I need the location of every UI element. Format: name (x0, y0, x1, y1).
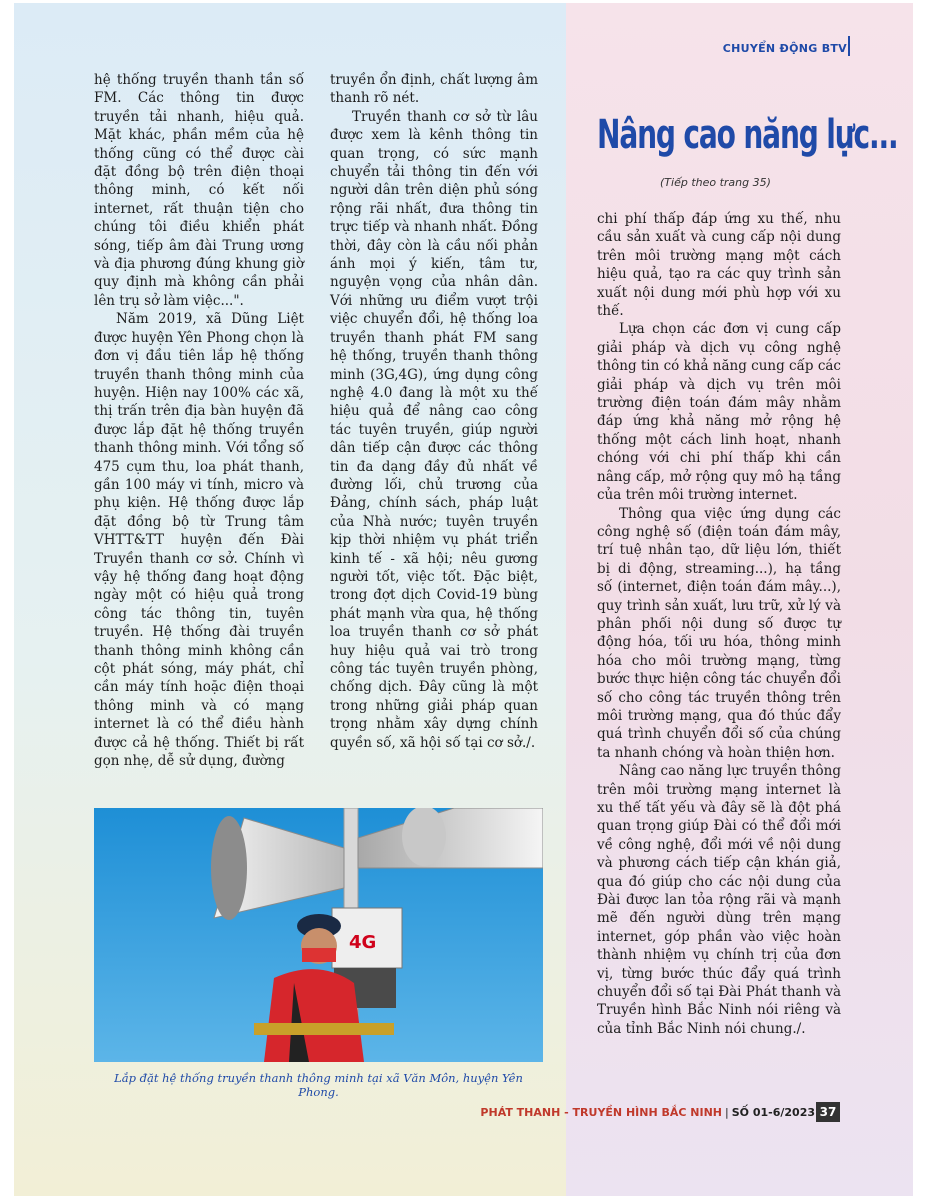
page-footer (480, 1106, 815, 1119)
loudspeaker-install-photo (94, 808, 543, 1062)
paragraph: Lựa chọn các đơn vị cung cấp giải pháp và dịch vụ công nghệ thông tin có khả năng cung cấp các giải pháp và dịch vụ trên môi trường điện toán đám mây nhằm đáp ứng khả năng mở rộng hệ thống một cách linh hoạt, nhanh chóng với chi phí thấp khi cần nâng cấp, mở rộng quy mô hạ tầng của trên môi trường internet. (597, 321, 841, 504)
paragraph: Truyền thanh cơ sở từ lâu được xem là kênh thông tin quan trọng, có sức mạnh chuyển tải thông tin đến với người dân trên diện phủ sóng rộng rãi nhất, đưa thông tin trực tiếp và nhanh nhất. Đồng thời, đây còn là cầu nối phản ánh mọi ý kiến, tâm tư, nguyện vọng của nhân dân. Với những ưu điểm vượt trội việc chuyển đổi, hệ thống loa truyền thanh phát FM sang hệ thống, truyền thanh thông minh (3G,4G), ứng dụng công nghệ 4.0 đang là một xu thế hiệu quả để nâng cao công tác tuyên truyền, giúp người dân tiếp cận được các thông tin đa dạng đầy đủ nhất về đường lối, chủ trương của Đảng, chính sách, pháp luật của Nhà nước; tuyên truyền kịp thời nhiệm vụ phát triển kinh tế - xã hội; nêu gương người tốt, việc tốt. Đặc biệt, trong đợt dịch Covid-19 bùng phát mạnh vừa qua, hệ thống loa truyền thanh cơ sở phát huy hiệu quả vai trò trong công tác tuyên truyền phòng, chống dịch. Đây cũng là một trong những giải pháp quan trọng nhằm xây dựng chính quyền số, xã hội số tại cơ sở./. (330, 108, 538, 751)
paragraph: truyền ổn định, chất lượng âm thanh rõ nét. (330, 72, 538, 107)
box-4g-label: 4G (349, 932, 377, 953)
page-number: 37 (816, 1102, 840, 1122)
paragraph: Nâng cao năng lực truyền thông trên môi trường mạng internet là xu thế tất yếu và đây sẽ là đột phá quan trọng giúp Đài có thể đổi mới về công nghệ, đổi mới về nội dung và phương cách tiếp cận khán giả, qua đó giúp cho các nội dung của Đài được lan tỏa rộng rãi và mạnh mẽ đến người dùng trên mạng internet, góp phần vào việc hoàn thành nhiệm vụ chính trị của đơn vị, từng bước thúc đẩy quá trình chuyển đổi số tại Đài Phát thanh và Truyền hình Bắc Ninh nói riêng và của tỉnh Bắc Ninh nói chung./. (597, 763, 841, 1037)
article-column-1 (94, 71, 304, 770)
paragraph: hệ thống truyền thanh tần số FM. Các thông tin được truyền tải nhanh, hiệu quả. Mặt khác, phần mềm của hệ thống cũng có thể được cài đặt đồng bộ trên điện thoại thông minh, có kết nối internet, rất thuận tiện cho chúng tôi điều khiển phát sóng, tiếp âm đài Trung ương và địa phương đúng khung giờ quy định mà không cần phải lên trụ sở làm việc...". (94, 72, 304, 309)
article-column-2 (330, 71, 538, 752)
publication-name: PHÁT THANH - TRUYỀN HÌNH BẮC NINH (480, 1106, 723, 1119)
section-tag-bar (848, 36, 850, 56)
paragraph: Năm 2019, xã Dũng Liệt được huyện Yên Phong chọn là đơn vị đầu tiên lắp hệ thống truyền thanh thông minh của huyện. Hiện nay 100% các xã, thị trấn trên địa bàn huyện đã được lắp đặt hệ thống truyền thanh thông minh. Với tổng số 475 cụm thu, loa phát thanh, gần 100 máy vi tính, micro và phụ kiện. Hệ thống được lắp đặt đồng bộ từ Trung tâm VHTT&TT huyện đến Đài Truyền thanh cơ sở. Chính vì vậy hệ thống đang hoạt động ngày một có hiệu quả trong công tác thông tin, tuyên truyền. Hệ thống đài truyền thanh thông minh không cần cột phát sóng, máy phát, chỉ cần máy tính hoặc điện thoại thông minh và có mạng internet là có thể điều hành được cả hệ thống. Thiết bị rất gọn nhẹ, dễ sử dụng, đường (94, 311, 304, 770)
photo-caption: Lắp đặt hệ thống truyền thanh thông minh tại xã Văn Môn, huyện Yên Phong. (114, 1071, 523, 1099)
issue-number: SỐ 01-6/2023 (731, 1106, 815, 1119)
section-tag: CHUYỂN ĐỘNG BTV (722, 42, 847, 55)
paragraph: chi phí thấp đáp ứng xu thế, nhu cầu sản xuất và cung cấp nội dung trên môi trường mạng một cách hiệu quả, tạo ra các quy trình sản xuất nội dung mới phù hợp với xu thế. (597, 211, 841, 320)
paragraph: Thông qua việc ứng dụng các công nghệ số (điện toán đám mây, trí tuệ nhân tạo, dữ liệu lớn, thiết bị di động, streaming...), hạ tầng số (internet, điện toán đám mây...), quy trình sản xuất, lưu trữ, xử lý và phân phối nội dung số được tự động hóa, tối ưu hóa, thông minh hóa cho môi trường mạng, từng bước thực hiện công tác chuyển đổi số cho công tác truyền thông trên môi trường mạng, qua đó thúc đẩy quá trình chuyển đổi số của chúng ta nhanh chóng và hoàn thiện hơn. (597, 505, 841, 761)
article-title: Nâng cao năng lực... (597, 112, 898, 158)
article-photo (94, 808, 543, 1062)
continued-note: (Tiếp theo trang 35) (660, 176, 771, 189)
footer-separator: | (725, 1106, 729, 1119)
article-column-3 (597, 210, 841, 1038)
